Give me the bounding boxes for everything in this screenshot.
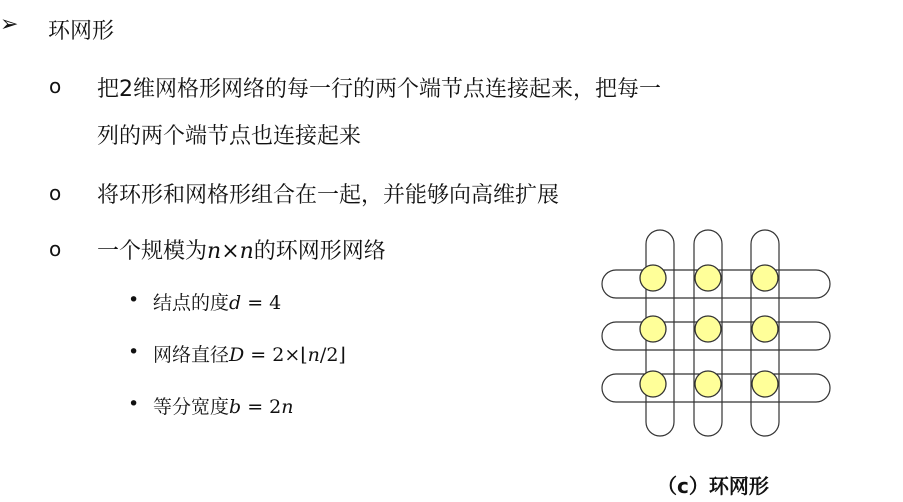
network-node xyxy=(752,316,778,342)
bullet-marker: o xyxy=(49,74,62,98)
section-title: 环网形 xyxy=(48,19,115,44)
bullet-text-line: 把2维网格形网络的每一行的两个端节点连接起来，把每一 xyxy=(97,77,661,102)
text-prefix: 一个规模为 xyxy=(97,239,208,264)
network-node xyxy=(695,371,721,397)
property-degree xyxy=(153,288,281,315)
network-node xyxy=(640,265,666,291)
math-var: n xyxy=(239,239,254,264)
section-marker: ➢ xyxy=(0,12,19,37)
network-node xyxy=(752,371,778,397)
math-var: b xyxy=(229,396,242,418)
math-var: D xyxy=(229,344,245,366)
bullet-text-line: 列的两个端节点也连接起来 xyxy=(97,124,362,149)
network-node xyxy=(695,316,721,342)
network-node xyxy=(752,265,778,291)
bullet-text xyxy=(97,234,386,265)
math-var: d xyxy=(229,292,242,314)
property-marker: • xyxy=(128,341,140,363)
math-rhs: = 2 xyxy=(241,396,282,418)
torus-network-diagram xyxy=(596,226,836,446)
property-label: 网络直径 xyxy=(153,344,230,366)
math-var: n xyxy=(207,239,222,264)
property-marker: • xyxy=(128,289,140,311)
property-label: 等分宽度 xyxy=(153,396,230,418)
property-diameter xyxy=(153,340,346,367)
math-var: n xyxy=(307,344,320,366)
network-node xyxy=(640,371,666,397)
property-bisection xyxy=(153,392,294,419)
math-rhs: = 2×⌊ xyxy=(244,344,308,366)
network-node xyxy=(640,316,666,342)
bullet-text: 将环形和网格形组合在一起，并能够向高维扩展 xyxy=(97,183,560,208)
figure-caption: （c）环网形 xyxy=(657,474,769,498)
math-times: × xyxy=(221,239,240,264)
property-label: 结点的度 xyxy=(153,292,230,314)
text-suffix: 的环网形网络 xyxy=(253,239,386,264)
node-group xyxy=(640,265,778,397)
network-node xyxy=(695,265,721,291)
bullet-marker: o xyxy=(49,237,62,261)
math-rhs: /2⌋ xyxy=(319,344,346,366)
math-var: n xyxy=(281,396,294,418)
bullet-marker: o xyxy=(49,181,62,205)
property-marker: • xyxy=(128,393,140,415)
math-rhs: = 4 xyxy=(241,292,282,314)
